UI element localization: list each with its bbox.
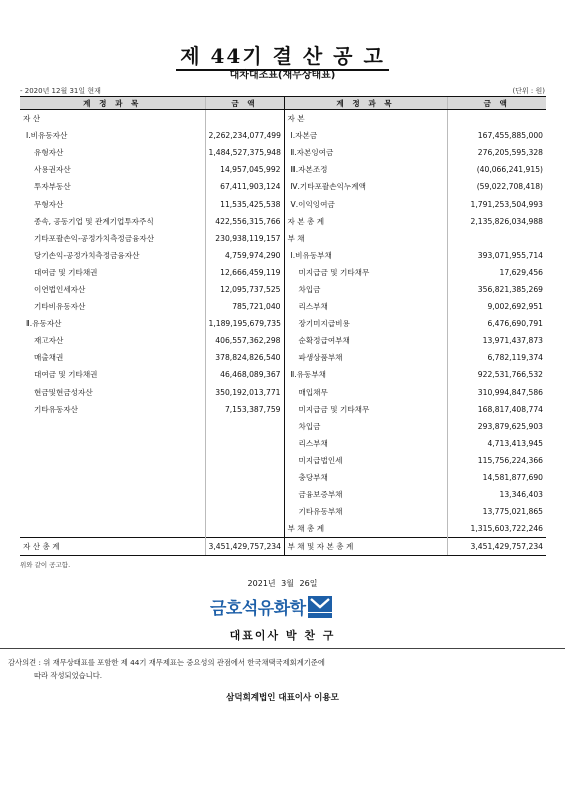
left-amount-cell <box>205 503 284 520</box>
auditor-name: 삼덕회계법인 대표이사 이용모 <box>226 693 339 703</box>
left-account-cell: 기타유동자산 <box>34 404 79 414</box>
right-account-cell: 부 채 및 자 본 총 계 <box>284 538 447 556</box>
table-row <box>20 144 546 161</box>
right-account-cell: 리스부채 <box>284 298 447 315</box>
left-amount-cell: 422,556,315,766 <box>205 213 284 230</box>
left-account-cell: 무형자산 <box>34 199 64 209</box>
left-account-cell: 기타포괄손익-공정가치측정금융자산 <box>34 233 155 243</box>
right-amount-header: 금 액 <box>447 97 546 110</box>
left-account-cell: 자 산 <box>23 114 41 124</box>
right-account-cell: 충당부채 <box>284 469 447 486</box>
left-amount-cell <box>205 435 284 452</box>
left-amount-cell: 12,095,737,525 <box>205 281 284 298</box>
right-amount-cell: 4,713,413,945 <box>447 435 546 452</box>
left-amount-cell: 11,535,425,538 <box>205 195 284 212</box>
left-account-cell: 유형자산 <box>34 148 64 158</box>
table-row <box>20 315 546 332</box>
right-account-cell: 리스부채 <box>284 435 447 452</box>
right-amount-cell: (59,022,708,418) <box>447 178 546 195</box>
left-amount-cell: 67,411,903,124 <box>205 178 284 195</box>
left-amount-cell <box>205 486 284 503</box>
right-account-cell: 부 채 <box>284 230 447 247</box>
right-account-cell: 자 본 총 계 <box>284 213 447 230</box>
table-row <box>20 230 546 247</box>
right-account-header: 계 정 과 목 <box>284 97 447 110</box>
left-account-cell: 현금및현금성자산 <box>34 387 93 397</box>
right-amount-cell: 2,135,826,034,988 <box>447 213 546 230</box>
right-account-cell: Ⅳ.기타포괄손익누계액 <box>284 178 447 195</box>
right-account-cell: Ⅱ.자본잉여금 <box>284 144 447 161</box>
audit-opinion <box>8 656 553 682</box>
right-amount-cell: 356,821,385,269 <box>447 281 546 298</box>
right-amount-cell: 168,817,408,774 <box>447 401 546 418</box>
table-row <box>20 332 546 349</box>
left-account-header: 계 정 과 목 <box>20 97 205 110</box>
left-amount-cell <box>205 110 284 128</box>
announcement-note: 위와 같이 공고함. <box>20 561 71 569</box>
company-name: 금호석유화학 <box>210 599 306 619</box>
left-account-cell <box>20 486 205 503</box>
left-amount-cell: 350,192,013,771 <box>205 384 284 401</box>
right-account-cell: 장기미지급비용 <box>284 315 447 332</box>
left-account-cell <box>20 520 205 538</box>
company-logo <box>210 594 332 619</box>
table-header-row <box>20 97 546 110</box>
left-account-cell: 자 산 총 계 <box>20 538 205 556</box>
left-amount-cell: 406,557,362,298 <box>205 332 284 349</box>
table-row <box>20 178 546 195</box>
right-amount-cell: 9,002,692,951 <box>447 298 546 315</box>
reporting-date: - 2020년 12월 31일 현재 <box>20 87 101 95</box>
divider <box>0 648 565 649</box>
right-amount-cell: 293,879,625,903 <box>447 418 546 435</box>
right-account-cell: 차입금 <box>284 418 447 435</box>
right-account-cell: 미지급법인세 <box>284 452 447 469</box>
audit-opinion-line-1: 감사의견 : 위 재무상태표를 포함한 제 44기 재무제표는 중요성의 관점에서 한국채택국제회계기준에 <box>8 658 325 667</box>
left-amount-cell: 2,262,234,077,499 <box>205 127 284 144</box>
table-row <box>20 469 546 486</box>
left-amount-cell <box>205 469 284 486</box>
table-row <box>20 520 546 538</box>
right-account-cell: Ⅴ.이익잉여금 <box>284 195 447 212</box>
table-row <box>20 110 546 128</box>
right-amount-cell: 393,071,955,714 <box>447 247 546 264</box>
table-row <box>20 452 546 469</box>
notice-title <box>0 40 565 69</box>
table-row <box>20 401 546 418</box>
left-account-cell: 사용권자산 <box>34 165 71 175</box>
unit-label: (단위 : 원) <box>512 87 545 95</box>
table-row <box>20 538 546 556</box>
right-amount-cell: 3,451,429,757,234 <box>447 538 546 556</box>
right-amount-cell: 13,775,021,865 <box>447 503 546 520</box>
left-amount-cell <box>205 418 284 435</box>
table-row <box>20 486 546 503</box>
table-row <box>20 349 546 366</box>
table-row <box>20 247 546 264</box>
right-account-cell: 매입채무 <box>284 384 447 401</box>
right-amount-cell <box>447 110 546 128</box>
right-amount-cell: 6,476,690,791 <box>447 315 546 332</box>
table-row <box>20 503 546 520</box>
table-row <box>20 418 546 435</box>
right-amount-cell: 17,629,456 <box>447 264 546 281</box>
left-amount-cell: 378,824,826,540 <box>205 349 284 366</box>
right-amount-cell: 13,346,403 <box>447 486 546 503</box>
right-amount-cell: (40,066,241,915) <box>447 161 546 178</box>
left-account-cell: 매출채권 <box>34 353 64 363</box>
left-amount-cell <box>205 452 284 469</box>
right-amount-cell: 14,581,877,690 <box>447 469 546 486</box>
left-amount-cell: 230,938,119,157 <box>205 230 284 247</box>
table-row <box>20 161 546 178</box>
ceo-signature: 대표이사 박 찬 구 <box>229 629 336 642</box>
right-account-cell: 자 본 <box>284 110 447 128</box>
left-amount-cell: 3,451,429,757,234 <box>205 538 284 556</box>
right-amount-cell: 1,791,253,504,993 <box>447 195 546 212</box>
right-amount-cell: 310,994,847,586 <box>447 384 546 401</box>
table-row <box>20 384 546 401</box>
table-row <box>20 195 546 212</box>
left-amount-cell: 1,484,527,375,948 <box>205 144 284 161</box>
left-account-cell: 당기손익-공정가치측정금융자산 <box>34 250 140 260</box>
right-account-cell: 부 채 총 계 <box>284 520 447 538</box>
left-account-cell <box>20 435 205 452</box>
right-account-cell: 미지급금 및 기타채무 <box>284 401 447 418</box>
right-account-cell: Ⅰ.자본금 <box>284 127 447 144</box>
notice-title-text: 제 44기 결 산 공 고 <box>176 44 389 71</box>
left-account-cell <box>20 418 205 435</box>
right-amount-cell: 1,315,603,722,246 <box>447 520 546 538</box>
publication-date: 2021년 3월 26일 <box>247 579 318 588</box>
table-row <box>20 281 546 298</box>
right-amount-cell: 167,455,885,000 <box>447 127 546 144</box>
statement-subtitle: 대차대조표(재무상태표) <box>229 70 336 81</box>
right-amount-cell: 13,971,437,873 <box>447 332 546 349</box>
right-account-cell: 금융보증부채 <box>284 486 447 503</box>
kumho-mark-icon <box>308 596 332 618</box>
right-account-cell: 차입금 <box>284 281 447 298</box>
left-account-cell: 대여금 및 기타채권 <box>34 370 98 380</box>
right-amount-cell <box>447 230 546 247</box>
table-row <box>20 435 546 452</box>
left-account-cell <box>20 469 205 486</box>
right-account-cell: 순확정급여부채 <box>284 332 447 349</box>
table-row <box>20 213 546 230</box>
right-amount-cell: 922,531,766,532 <box>447 366 546 383</box>
left-amount-header: 금 액 <box>205 97 284 110</box>
left-amount-cell: 4,759,974,290 <box>205 247 284 264</box>
right-account-cell: Ⅲ.자본조정 <box>284 161 447 178</box>
left-amount-cell: 1,189,195,679,735 <box>205 315 284 332</box>
right-account-cell: 파생상품부채 <box>284 349 447 366</box>
table-row <box>20 366 546 383</box>
left-account-cell: 대여금 및 기타채권 <box>34 267 98 277</box>
left-amount-cell: 12,666,459,119 <box>205 264 284 281</box>
table-row <box>20 127 546 144</box>
audit-opinion-line-2: 따라 작성되었습니다. <box>34 671 103 680</box>
left-amount-cell: 785,721,040 <box>205 298 284 315</box>
left-account-cell <box>20 503 205 520</box>
balance-sheet-table <box>20 96 546 556</box>
right-amount-cell: 276,205,595,328 <box>447 144 546 161</box>
right-amount-cell: 6,782,119,374 <box>447 349 546 366</box>
left-amount-cell <box>205 520 284 538</box>
left-account-cell: 투자부동산 <box>34 182 71 192</box>
right-account-cell: Ⅱ.유동부채 <box>284 366 447 383</box>
left-amount-cell: 14,957,045,992 <box>205 161 284 178</box>
left-amount-cell: 7,153,387,759 <box>205 401 284 418</box>
left-account-cell: Ⅰ.비유동자산 <box>26 131 68 141</box>
right-account-cell: 기타유동부채 <box>284 503 447 520</box>
right-account-cell: 미지급금 및 기타채무 <box>284 264 447 281</box>
right-amount-cell: 115,756,224,366 <box>447 452 546 469</box>
table-row <box>20 264 546 281</box>
left-account-cell <box>20 452 205 469</box>
left-amount-cell: 46,468,089,367 <box>205 366 284 383</box>
left-account-cell: 종속, 공동기업 및 관계기업투자주식 <box>34 216 154 226</box>
left-account-cell: 기타비유동자산 <box>34 302 86 312</box>
right-account-cell: Ⅰ.비유동부채 <box>284 247 447 264</box>
left-account-cell: 재고자산 <box>34 336 64 346</box>
left-account-cell: Ⅱ.유동자산 <box>26 319 62 329</box>
table-row <box>20 298 546 315</box>
left-account-cell: 이연법인세자산 <box>34 284 86 294</box>
